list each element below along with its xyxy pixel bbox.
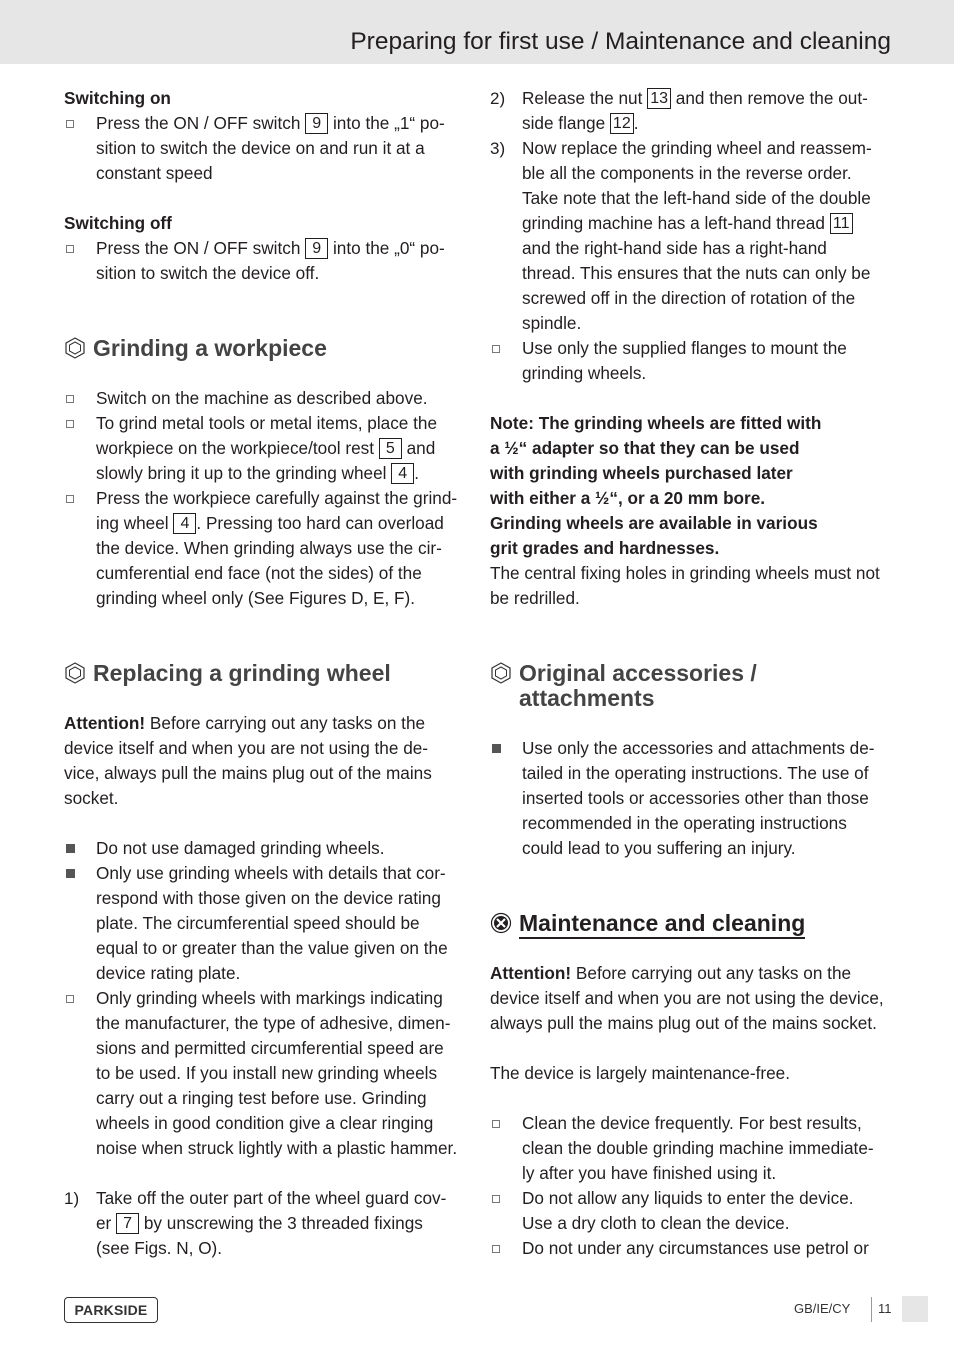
left-column [64, 86, 464, 1261]
step-number: 3) [490, 139, 506, 158]
parkside-logo: PARKSIDE [64, 1297, 158, 1323]
fixing-paragraph: The central fixing holes in grinding wheels must not be redrilled. [490, 563, 880, 608]
part-ref: 11 [830, 213, 853, 234]
step-number: 2) [490, 89, 506, 108]
grinding-heading: Grinding a workpiece [64, 336, 464, 361]
footer-divider [871, 1297, 872, 1322]
attention-paragraph: Attention! Before carrying out any tasks on the device itself and when you are not using the de- vice, always pull the mains plug out of the mains socket. [64, 713, 432, 808]
part-ref: 13 [647, 88, 671, 109]
part-ref: 12 [610, 113, 634, 134]
filled-square-icon [490, 736, 522, 761]
empty-square-icon [64, 111, 96, 136]
page-number: 11 [878, 1301, 892, 1316]
maintenance-free-text: The device is largely maintenance-free. [490, 1063, 790, 1083]
part-ref: 9 [305, 238, 328, 259]
list-item: Do not allow any liquids to enter the device. Use a dry cloth to clean the device. [490, 1186, 890, 1236]
empty-square-icon [64, 986, 96, 1011]
right-column [490, 86, 890, 1261]
filled-square-icon [64, 836, 96, 861]
list-item: Press the ON / OFF switch 9 into the „0“ po- sition to switch the device off. [64, 236, 464, 286]
note-paragraph: Note: The grinding wheels are fitted with a ½“ adapter so that they can be used with grinding wheels purchased later with either a ½“, or a 20 mm bore. Grinding wheels are available in various grit grades and hardnesses. [490, 413, 822, 558]
hexagon-icon [490, 662, 512, 684]
list-item: Use only the supplied flanges to mount the grinding wheels. [490, 336, 890, 386]
language-codes: GB/IE/CY [794, 1301, 851, 1316]
step-item: 3) Now replace the grinding wheel and reassem- ble all the components in the reverse order. Take note that the left-hand side of the double grinding machine has a left-hand thread 11 and the right-hand side has a right-hand thread. This ensures that the nuts can only be screwed off in the direction of rotation of the spindle. [490, 138, 872, 333]
part-ref: 4 [173, 513, 196, 534]
switching-off-heading: Switching off [64, 213, 172, 233]
switching-on-heading: Switching on [64, 88, 171, 108]
hexagon-icon [64, 662, 86, 684]
part-ref: 7 [116, 1213, 139, 1234]
list-item: Press the ON / OFF switch 9 into the „1“ po- sition to switch the device on and run it at a constant speed [64, 111, 464, 186]
empty-square-icon [64, 386, 96, 411]
list-item: Only grinding wheels with markings indicating the manufacturer, the type of adhesive, dimen- sions and permitted circumferential speed are to be used. If you install new grinding wheels carry out a ringing test before use. Grinding wheels in good condition give a clear ringing noise when struck lightly with a plastic hammer. [64, 986, 464, 1161]
list-item: Use only the accessories and attachments de- tailed in the operating instructions. The use of inserted tools or accessories other than those recommended in the operating instructions could lead to you suffering an injury. [490, 736, 890, 861]
empty-square-icon [64, 486, 96, 511]
part-ref: 5 [379, 438, 402, 459]
step-item: 2) Release the nut 13 and then remove the out- side flange 12 . [490, 88, 868, 133]
empty-square-icon [64, 236, 96, 261]
list-item: Clean the device frequently. For best results, clean the double grinding machine immediate- ly after you have finished using it. [490, 1111, 890, 1186]
hexagon-icon [64, 337, 86, 359]
list-item: Press the workpiece carefully against the grind- ing wheel 4 . Pressing too hard can overload the device. When grinding always use the cir- cumferential end face (not the sides) of the grinding wheel only (See Figures D, E, F). [64, 486, 464, 611]
footer-tab [902, 1296, 928, 1322]
wrench-circle-icon [490, 912, 512, 934]
empty-square-icon [490, 1186, 522, 1211]
empty-square-icon [490, 1111, 522, 1136]
attention-paragraph: Attention! Before carrying out any tasks on the device itself and when you are not using the device, always pull the mains plug out of the mains socket. [490, 963, 884, 1033]
page-title: Preparing for first use / Maintenance and cleaning [350, 28, 891, 55]
list-item: Only use grinding wheels with details that cor- respond with those given on the device rating plate. The circumferential speed should be equal to or greater than the value given on the device rating plate. [64, 861, 464, 986]
list-item: Do not under any circumstances use petrol or [490, 1236, 890, 1261]
empty-square-icon [490, 1236, 522, 1261]
empty-square-icon [64, 411, 96, 436]
list-item: Do not use damaged grinding wheels. [64, 836, 464, 861]
step-item: 1) Take off the outer part of the wheel guard cov- er 7 by unscrewing the 3 threaded fixings (see Figs. N, O). [64, 1188, 447, 1258]
part-ref: 9 [305, 113, 328, 134]
filled-square-icon [64, 861, 96, 886]
step-number: 1) [64, 1189, 80, 1208]
empty-square-icon [490, 336, 522, 361]
maintenance-heading: Maintenance and cleaning [490, 911, 890, 936]
replacing-heading: Replacing a grinding wheel [64, 661, 464, 686]
list-item: Switch on the machine as described above. [64, 386, 464, 411]
part-ref: 4 [391, 463, 414, 484]
accessories-heading: Original accessories / attachments [490, 661, 890, 711]
list-item: To grind metal tools or metal items, place the workpiece on the workpiece/tool rest 5 and slowly bring it up to the grinding wheel 4 . [64, 411, 464, 486]
